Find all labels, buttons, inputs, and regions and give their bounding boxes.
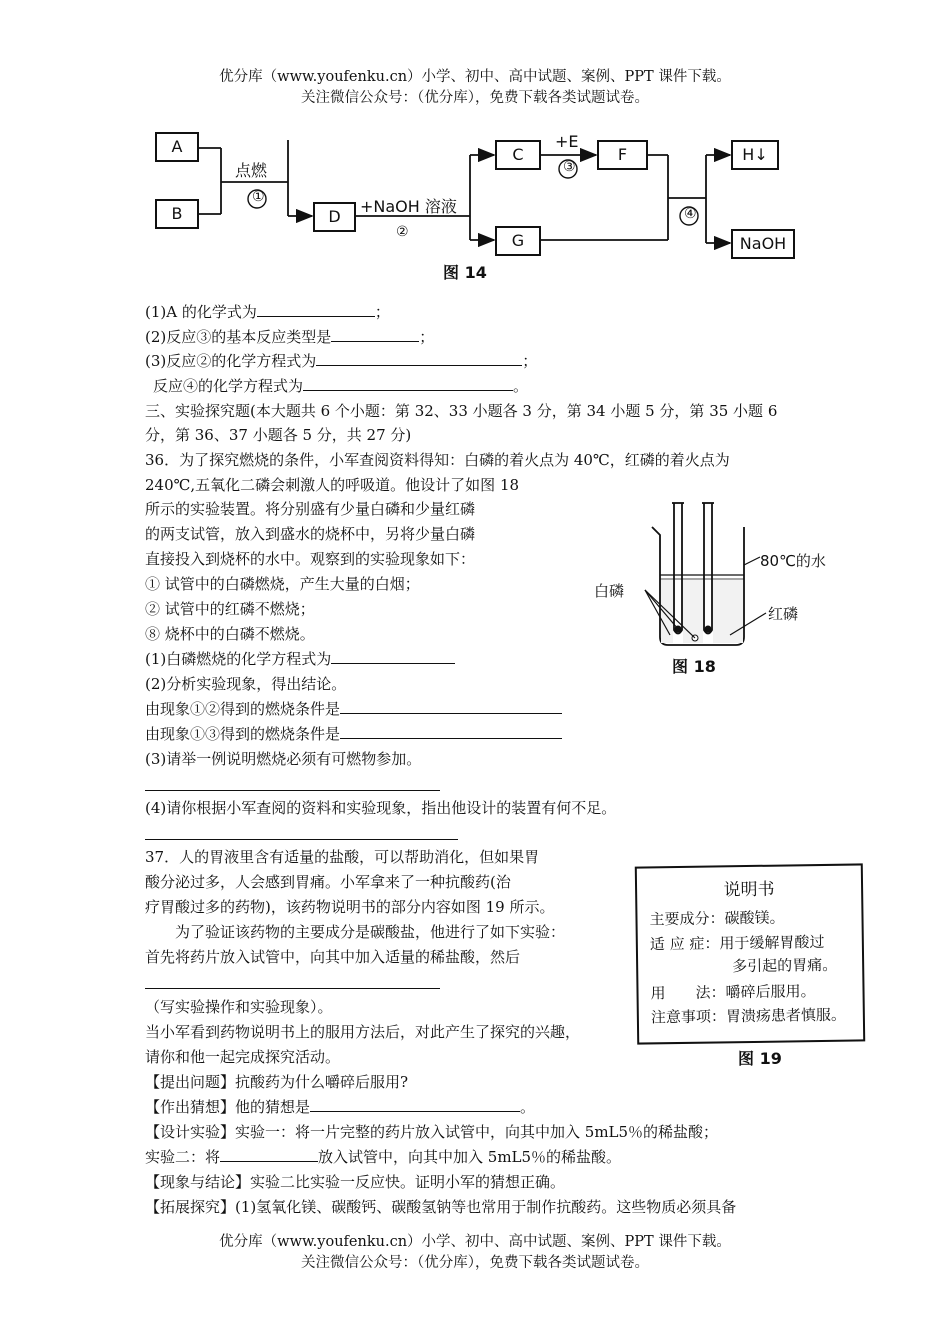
answer-blank[interactable] [316, 350, 522, 366]
q37-line-12 [145, 1146, 621, 1168]
precautions-key: 注意事项： [650, 1007, 727, 1027]
q37-line-7: 当小军看到药物说明书上的服用方法后，对此产生了探究的兴趣， [145, 1023, 581, 1041]
section-3-line-1: 三、实验探究题(本大题共 6 个小题：第 32、33 小题各 3 分，第 34 小题 5 分，第 35 小题 6 [145, 402, 778, 420]
box-b: B [155, 199, 199, 229]
q36-line-13: (3)请举一例说明燃烧必须有可燃物参加。 [145, 750, 422, 768]
label-plus-e: +E [555, 132, 579, 151]
q36-line-6: ① 试管中的白磷燃烧，产生大量的白烟； [145, 575, 420, 593]
q36-line-9 [145, 648, 455, 670]
q37-line-6: （写实验操作和实验现象）。 [145, 998, 333, 1016]
q36-line-2: 240℃,五氧化二磷会刺激人的呼吸道。他设计了如图 18 [145, 476, 520, 494]
footer-line-1: 优分库（www.youfenku.cn）小学、初中、高中试题、案例、PPT 课件下载。 [219, 1234, 731, 1250]
q14-line-2 [145, 326, 434, 348]
label-reaction-4: ④ [684, 206, 697, 222]
answer-blank[interactable] [340, 698, 562, 714]
section-3-line-2: 分，第 36、37 小题各 5 分，共 27 分) [145, 426, 412, 444]
row-indication [650, 931, 825, 954]
q14-3-end: ； [522, 352, 538, 370]
answer-blank[interactable] [331, 648, 455, 664]
q14-2-text: (2)反应③的基本反应类型是 [145, 328, 332, 346]
q36-line-7: ② 试管中的红磷不燃烧； [145, 600, 315, 618]
answer-line[interactable] [145, 839, 458, 840]
label-red-phosphorus: 红磷 [768, 605, 799, 623]
q14-line-4 [153, 375, 528, 397]
q14-1-text: (1)A 的化学式为 [145, 303, 257, 321]
box-a: A [155, 132, 199, 162]
box-g: G [495, 226, 541, 256]
q37-line-13: 【现象与结论】实验二比实验一反应快。证明小军的猜想正确。 [145, 1173, 566, 1191]
answer-blank[interactable] [331, 326, 419, 342]
figure-19-caption: 图 19 [738, 1049, 782, 1068]
box-f: F [597, 140, 648, 170]
usage-key: 用 法： [650, 983, 726, 1003]
q36-line-14: (4)请你根据小军查阅的资料和实验现象，指出他设计的装置有何不足。 [145, 799, 617, 817]
header-line-2: 关注微信公众号：（优分库），免费下载各类试题试卷。 [301, 90, 649, 106]
q37-12-end: 放入试管中，向其中加入 5mL5％的稀盐酸。 [318, 1148, 622, 1166]
indication-key: 适 应 症： [649, 934, 720, 954]
q37-line-10 [145, 1096, 535, 1118]
q37-line-5: 首先将药片放入试管中，向其中加入适量的稀盐酸，然后 [145, 948, 521, 966]
figure-14-lines [0, 0, 950, 300]
answer-blank[interactable] [220, 1146, 318, 1162]
q36-line-8: ⑧ 烧杯中的白磷不燃烧。 [145, 625, 315, 643]
box-c: C [495, 140, 541, 170]
precautions-value: 胃溃疡患者慎服。 [725, 1005, 847, 1026]
q36-9-text: (1)白磷燃烧的化学方程式为 [145, 650, 332, 668]
instructions-title: 说明书 [723, 879, 775, 901]
q14-3-text: (3)反应②的化学方程式为 [145, 352, 317, 370]
q14-4-end: 。 [513, 377, 529, 395]
beaker-diagram [640, 495, 800, 655]
row-indication-cont: 多引起的胃痛。 [732, 955, 838, 976]
q14-1-end: ； [374, 303, 390, 321]
footer-line-2: 关注微信公众号：（优分库），免费下载各类试题试卷。 [301, 1255, 649, 1271]
q37-line-2: 酸分泌过多，人会感到胃痛。小军拿来了一种抗酸药(治 [145, 873, 511, 891]
q14-2-end: ； [419, 328, 435, 346]
box-d: D [313, 202, 356, 232]
answer-line[interactable] [145, 988, 440, 989]
q37-line-8: 请你和他一起完成探究活动。 [145, 1048, 341, 1066]
q36-line-5: 直接投入到烧杯的水中。观察到的实验现象如下： [145, 550, 476, 568]
answer-blank[interactable] [303, 375, 513, 391]
row-usage [650, 980, 815, 1003]
label-reaction-1: ① [252, 189, 265, 205]
q37-line-9: 【提出问题】抗酸药为什么嚼碎后服用? [145, 1073, 409, 1091]
q37-10-end: 。 [520, 1098, 536, 1116]
q37-10-text: 【作出猜想】他的猜想是 [145, 1098, 311, 1116]
header-line-1: 优分库（www.youfenku.cn）小学、初中、高中试题、案例、PPT 课件下载。 [219, 69, 731, 85]
q14-line-3 [145, 350, 537, 372]
q37-12-text: 实验二：将 [145, 1148, 221, 1166]
medicine-instructions [635, 863, 865, 1044]
label-80c-water: 80℃的水 [760, 552, 826, 570]
q36-line-11 [145, 698, 562, 720]
label-reaction-2: ② [396, 224, 409, 240]
row-precautions [651, 1004, 846, 1028]
answer-line[interactable] [145, 790, 440, 791]
indication-value: 用于缓解胃酸过 [719, 932, 825, 953]
label-ignite: 点燃 [235, 161, 268, 180]
q36-12-text: 由现象①③得到的燃烧条件是 [145, 725, 341, 743]
q36-line-4: 的两支试管，放入到盛水的烧杯中，另将少量白磷 [145, 525, 476, 543]
main-ingredient-value: 碳酸镁。 [724, 908, 785, 928]
box-naoh: NaOH [731, 229, 795, 259]
q37-line-3: 疗胃酸过多的药物)，该药物说明书的部分内容如图 19 所示。 [145, 898, 555, 916]
q36-line-1: 36．为了探究燃烧的条件，小军查阅资料得知：白磷的着火点为 40℃，红磷的着火点为 [145, 451, 730, 469]
q14-4-text: 反应④的化学方程式为 [153, 377, 304, 395]
q36-line-3: 所示的实验装置。将分别盛有少量白磷和少量红磷 [145, 500, 476, 518]
q36-line-12 [145, 723, 562, 745]
box-h: H↓ [731, 140, 779, 170]
q36-11-text: 由现象①②得到的燃烧条件是 [145, 700, 341, 718]
q37-line-4: 为了验证该药物的主要成分是碳酸盐，他进行了如下实验： [175, 923, 566, 941]
q36-line-10: (2)分析实验现象，得出结论。 [145, 675, 347, 693]
label-white-phosphorus: 白磷 [594, 582, 625, 600]
q14-line-1 [145, 301, 390, 323]
label-reaction-3: ③ [563, 159, 576, 175]
figure-14-caption: 图 14 [443, 263, 487, 282]
answer-blank[interactable] [257, 301, 375, 317]
usage-value: 嚼碎后服用。 [725, 982, 816, 1002]
row-main-ingredient [649, 907, 784, 930]
figure-18-caption: 图 18 [672, 657, 716, 676]
q37-line-1: 37．人的胃液里含有适量的盐酸，可以帮助消化，但如果胃 [145, 848, 540, 866]
q37-line-11: 【设计实验】实验一：将一片完整的药片放入试管中，向其中加入 5mL5％的稀盐酸； [145, 1123, 719, 1141]
main-ingredient-key: 主要成分： [649, 909, 725, 929]
q37-line-14: 【拓展探究】(1)氢氧化镁、碳酸钙、碳酸氢钠等也常用于制作抗酸药。这些物质必须具备 [145, 1198, 737, 1216]
label-naoh-solution: +NaOH 溶液 [360, 197, 457, 216]
answer-blank[interactable] [310, 1096, 520, 1112]
answer-blank[interactable] [340, 723, 562, 739]
